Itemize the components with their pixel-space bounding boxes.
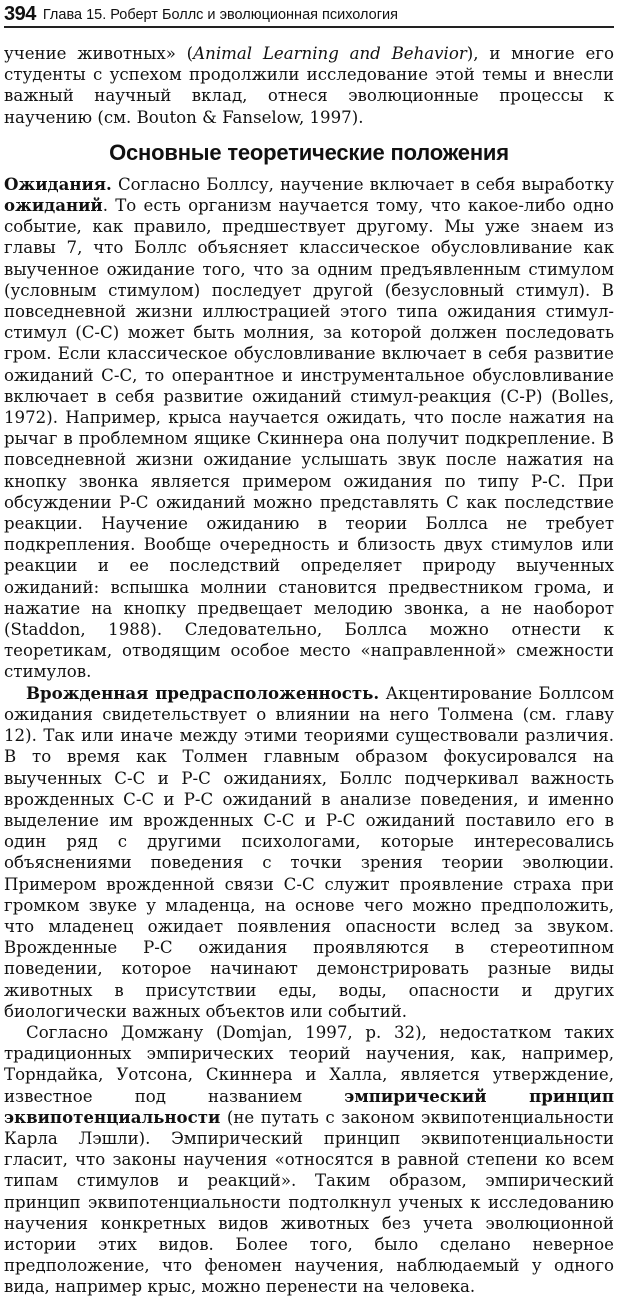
book-title: Animal Learning and Behavior	[193, 44, 467, 63]
running-header	[4, 0, 614, 28]
intro-paragraph	[4, 43, 614, 128]
paragraph-text: Акцентирование Боллсом ожидания свидетельствует о влиянии на него Толмена (см. главу 12). Так или иначе между этими теориями существовали различия. В то время как Толмен главным образом фокусировался на выученных С-С и Р-С ожиданиях, Боллс подчеркивал важность врожденных С-С и Р-С ожиданий в анализе поведения, и именно выделение им врожденных С-С и Р-С ожиданий поставило его в один ряд с другими психологами, которые интересовались объяснениями поведения с точки зрения теории эволюции. Примером врожденной связи С-С служит проявление страха при громком звуке у младенца, на основе чего можно предположить, что младенец ожидает появления опасности вслед за звуком. Врожденные Р-С ожидания проявляются в стереотипном поведении, которое начинают демонстрировать разные виды животных в присутствии еды, воды, опасности и других биологически важных объектов или событий.	[4, 683, 614, 1021]
bold-term-expectations: ожиданий	[4, 195, 103, 216]
paragraph-lead-expectations: Ожидания.	[4, 173, 112, 194]
paragraph-domjan	[4, 1022, 614, 1298]
chapter-title: Глава 15. Роберт Боллс и эволюционная психология	[42, 7, 398, 23]
paragraph-lead-predisposition: Врожденная предрасположенность.	[26, 682, 380, 703]
intro-text-start: учение животных» (	[4, 44, 194, 63]
paragraph-text: Согласно Домжану (Domjan, 1997, p. 32), недостатком таких традиционных эмпирических теорий научения, как, например, Торндайка, Уотсона, Скиннера и Халла, является утверждение, известное под названием	[4, 1022, 614, 1106]
intro-text-end: ), и многие его студенты с успехом продолжили исследование этой темы и внесли важный научный вклад, отнеся эволюционные процессы к научению (см. Bouton & Fanselow, 1997).	[4, 44, 614, 127]
paragraph-expectations	[4, 174, 614, 683]
page-number: 394	[4, 3, 36, 25]
section-heading: Основные теоретические положения	[109, 139, 509, 165]
paragraph-text: . То есть организм научается тому, что какое-либо одно событие, как правило, предшествует другому. Мы уже знаем из главы 7, что Боллс объясняет классическое обусловливание как выученное ожидание того, что за одним предъявленным стимулом (условным стимулом) последует другой (безусловный стимул). В повседневной жизни иллюстрацией этого типа ожидания стимул-стимул (С-С) может быть молния, за которой должен последовать гром. Если классическое обусловливание включает в себя развитие ожиданий С-С, то оперантное и инструментальное обусловливание включает в себя развитие ожиданий стимул-реакция (С-Р) (Bolles, 1972). Например, крыса научается ожидать, что после нажатия на рычаг в проблемном ящике Скиннера она получит подкрепление. В повседневной жизни ожидание услышать звук после нажатия на кнопку звонка является примером ожидания по типу Р-С. При обсуждении Р-С ожиданий можно представлять С как последствие реакции. Научение ожиданию в теории Боллса не требует подкрепления. Вообще очередность и близость двух стимулов или реакции и ее последствий определяет природу выученных ожиданий: вспышка молнии становится предвестником грома, и нажатие на кнопку предвещает мелодию звонка, а не наоборот (Staddon, 1988). Следовательно, Боллса можно отнести к теоретикам, отводящим особое место «направленной» смежности стимулов.	[4, 196, 614, 682]
paragraph-text: Согласно Боллсу, научение включает в себя выработку	[111, 174, 614, 194]
paragraph-predisposition	[4, 683, 614, 1022]
bold-term-equipotentiality: эмпирический принцип эквипотенциальности	[4, 1085, 615, 1127]
paragraph-text: (не путать с законом эквипотенциальности Карла Лэшли). Эмпирический принцип эквипотенциальности гласит, что законы научения «относятся в равной степени ко всем типам стимулов и реакций». Таким образом, эмпирический принцип эквипотенциальности подтолкнул ученых к исследованию научения конкретных видов животных без учета эволюционной истории этих видов. Более того, было сделано неверное предположение, что феномен научения, наблюдаемый у одного вида, например крыс, можно перенести на человека.	[4, 1107, 614, 1297]
